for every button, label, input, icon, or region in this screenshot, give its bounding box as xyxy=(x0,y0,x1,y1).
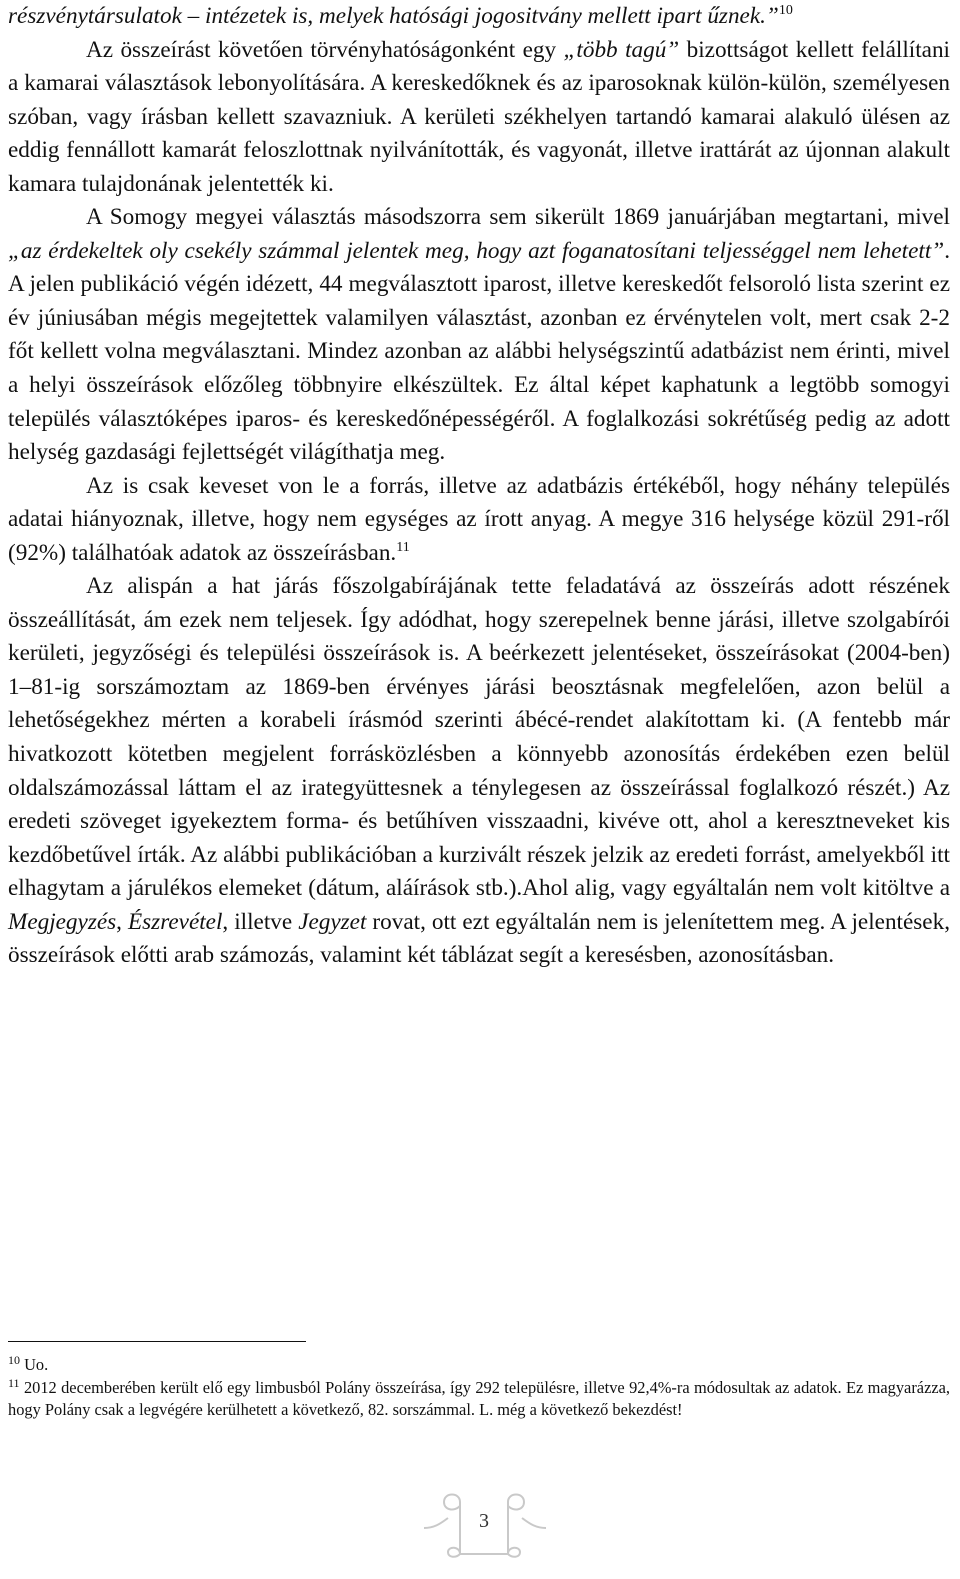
italic-text: Észrevétel xyxy=(127,908,223,935)
paragraph xyxy=(8,0,950,34)
italic-text: „több tagú” xyxy=(563,36,680,63)
text-run: rovat, ott ezt egyáltalán nem is jelenítettem meg. A jelentések, összeírások előtti arab számozás, valamint két táblázat segít a keresésben, azonosításban. xyxy=(8,908,950,969)
page-number: 3 xyxy=(479,1510,489,1532)
italic-text: Megjegyzés xyxy=(8,908,117,935)
text-run: A Somogy megyei választás másodszorra sem sikerült 1869 januárjában megtartani, mivel xyxy=(86,204,950,231)
paragraph xyxy=(8,34,950,202)
text-run: Az alispán a hat járás főszolgabírájának tette feladatává az összeírás adott részének összeállítását, ám ezek nem teljesek. Így adódhat, hogy szerepelnek benne járási, illetve szolgabírói kerületi, jegyzőségi és települési összeírások is. A beérkezett jelentéseket, összeírásokat (2004-ben) 1–81-ig sorszámoztam az 1869-ben érvényes járási beosztásnak megfelelően, azon belül a lehetőségekhez mérten a korabeli írásmód szerinti ábécé-rendet alakítottam ki. (A fentebb már hivatkozott kötetben megjelent forrásközlésben a könnyebb azonosítás érdekében ezen belül oldalszámozással láttam el az irategyüttesnek a ténylegesen az összeírással foglalkozó részét.) Az eredeti szöveget igyekeztem forma- és betűhíven visszaadni, kivéve ott, ahol a keresztneveket kis kezdőbetűvel írták. Az alábbi publikációban a kurzivált részek jelzik az eredeti forrást, amelyekből itt elhagytam a járulékos elemeket (dátum, aláírások stb.).Ahol alig, vagy egyáltalán nem volt kitöltve a xyxy=(8,573,950,902)
italic-text: „az érdekeltek oly csekély számmal jelentek meg, hogy azt foganatosítani teljességgel nem lehetett” xyxy=(8,237,945,264)
footnote-mark: 11 xyxy=(8,1375,20,1390)
footnotes xyxy=(8,1354,950,1422)
main-text xyxy=(8,0,950,973)
text-run: . A jelen publikáció végén idézett, 44 megválasztott iparost, illetve kereskedőt felsoroló lista szerint ez év júniusában mégis megejtettek valamilyen választást, azonban ez érvénytelen volt, mert csak 2-2 főt kellett volna megválasztani. Mindez azonban az alábbi helységszintű adatbázist nem érinti, mivel a helyi összeírások előzőleg többnyire elkészültek. Ez által képet kaphatunk a legtöbb somogyi település választóképes iparos- és kereskedőnépességéről. A foglalkozási sokrétűség pedig az adott helység gazdasági fejlettségét világíthatja meg. xyxy=(8,237,950,466)
footnote-text: 2012 decemberében került elő egy limbusból Polány összeírása, így 292 településre, illetve 92,4%-ra módosultak az adatok. Ez magyarázza, hogy Polány csak a legvégére kerülhetett a következő, 82. sorszámmal. L. még a következő bekezdést! xyxy=(8,1377,950,1420)
text-run: , xyxy=(116,908,128,935)
text-run: Az összeírást követően törvényhatóságonként egy xyxy=(86,36,564,63)
italic-text: részvénytársulatok – intézetek is, melyek hatósági jogositvány mellett ipart űznek.” xyxy=(8,3,779,29)
footnote xyxy=(8,1354,950,1377)
footnote-text: Uo. xyxy=(20,1355,49,1374)
page-number-ornament xyxy=(420,1488,550,1560)
footnote-ref: 10 xyxy=(778,3,793,18)
footnote-separator xyxy=(8,1341,306,1342)
footnote-ref: 11 xyxy=(396,539,410,555)
paragraph xyxy=(8,201,950,469)
text-run: , illetve xyxy=(222,908,299,935)
paragraph xyxy=(8,570,950,973)
text-run: Az is csak keveset von le a forrás, illetve az adatbázis értékéből, hogy néhány település adatai hiányoznak, illetve, hogy nem egységes az írott anyag. A megye 316 helysége közül 291-ről (92%) találhatóak adatok az összeírásban. xyxy=(8,472,950,566)
footnote xyxy=(8,1377,950,1422)
italic-text: Jegyzet xyxy=(298,908,367,935)
paragraph xyxy=(8,470,950,571)
footnote-mark: 10 xyxy=(8,1353,20,1367)
page-body xyxy=(8,0,950,973)
text-run: bizottságot kellett felállítani a kamarai választások lebonyolítására. A kereskedőknek és az iparosoknak külön-külön, személyesen szóban, vagy írásban kellett szavazniuk. A kerületi székhelyen tartandó kamarai alakuló ülésen az eddig fennállott kamarát feloszlottnak nyilvánították, és vagyonát, illetve irattárát az újonnan alakult kamara tulajdonának jelentették ki. xyxy=(8,36,950,197)
